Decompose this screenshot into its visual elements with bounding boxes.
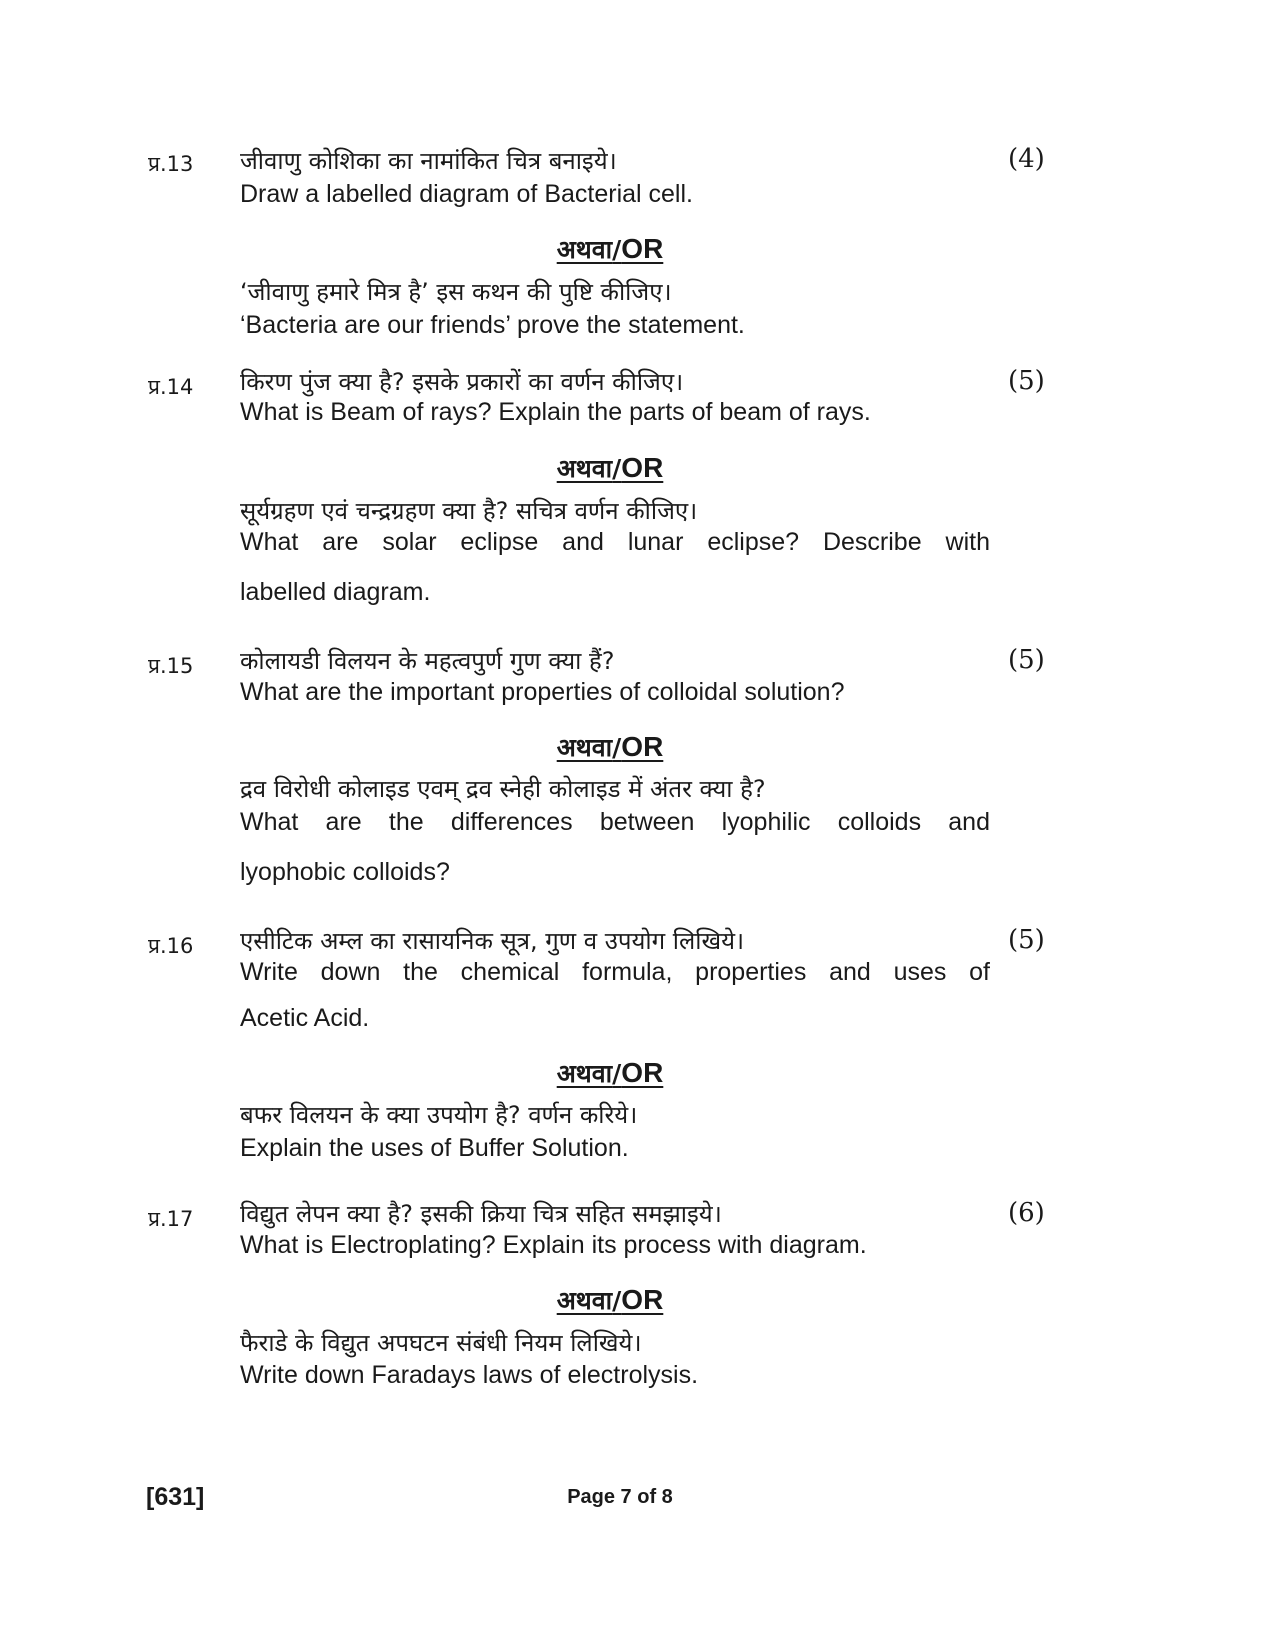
or-separator: [0, 730, 1220, 764]
alternative-english-continued: labelled diagram.: [240, 578, 431, 606]
or-label-english: OR: [621, 1057, 664, 1088]
or-label-hindi: अथवा: [556, 1059, 613, 1088]
question-number: प्र.17: [148, 1207, 194, 1231]
or-separator: [0, 1283, 1220, 1317]
or-label-english: OR: [621, 233, 664, 264]
alternative-hindi: बफर विलयन के क्या उपयोग है? वर्णन करिये।: [240, 1101, 638, 1129]
or-label-hindi: अथवा: [556, 1286, 613, 1315]
or-label-hindi: अथवा: [556, 235, 613, 264]
question-english: What is Beam of rays? Explain the parts of beam of rays.: [240, 398, 871, 426]
alternative-hindi: ‘जीवाणु हमारे मित्र है’ इस कथन की पुष्टि कीजिए।: [240, 278, 672, 306]
question-marks: (5): [1008, 366, 1045, 396]
question-english: Draw a labelled diagram of Bacterial cell.: [240, 180, 693, 208]
or-separator: [0, 451, 1220, 485]
question-number: प्र.14: [148, 375, 194, 399]
alternative-hindi: फैराडे के विद्युत अपघटन संबंधी नियम लिखिये।: [240, 1329, 642, 1357]
or-label-english: OR: [621, 1284, 664, 1315]
or-label-english: OR: [621, 452, 664, 483]
question-english: Write down the chemical formula, properties and uses of: [240, 958, 990, 986]
question-hindi: कोलायडी विलयन के महत्वपुर्ण गुण क्या हैं?: [240, 647, 615, 675]
question-english: What is Electroplating? Explain its process with diagram.: [240, 1231, 867, 1259]
question-marks: (4): [1008, 144, 1045, 174]
paper-code: [631]: [146, 1483, 205, 1511]
or-separator: [0, 232, 1220, 266]
or-separator: [0, 1056, 1220, 1090]
question-marks: (6): [1008, 1198, 1045, 1228]
question-hindi: जीवाणु कोशिका का नामांकित चित्र बनाइये।: [240, 147, 617, 175]
question-hindi: किरण पुंज क्या है? इसके प्रकारों का वर्णन कीजिए।: [240, 368, 684, 396]
question-number: प्र.13: [148, 152, 194, 176]
alternative-english: What are solar eclipse and lunar eclipse? Describe with: [240, 528, 990, 556]
or-label-hindi: अथवा: [556, 733, 613, 762]
question-english: What are the important properties of colloidal solution?: [240, 678, 845, 706]
alternative-english: What are the differences between lyophilic colloids and: [240, 808, 990, 836]
or-label-english: OR: [621, 731, 664, 762]
alternative-english: Write down Faradays laws of electrolysis.: [240, 1361, 699, 1389]
or-label-sep: /: [612, 1286, 622, 1315]
alternative-hindi: द्रव विरोधी कोलाइड एवम् द्रव स्नेही कोलाइड में अंतर क्या है?: [240, 775, 766, 803]
alternative-english: ‘Bacteria are our friends’ prove the statement.: [240, 311, 745, 339]
question-english-continued: Acetic Acid.: [240, 1004, 370, 1032]
question-marks: (5): [1008, 925, 1045, 955]
page-number: Page 7 of 8: [567, 1486, 673, 1508]
alternative-english: Explain the uses of Buffer Solution.: [240, 1134, 629, 1162]
or-label-sep: /: [612, 235, 622, 264]
question-marks: (5): [1008, 645, 1045, 675]
alternative-english-continued: lyophobic colloids?: [240, 858, 450, 886]
alternative-hindi: सूर्यग्रहण एवं चन्द्रग्रहण क्या है? सचित्र वर्णन कीजिए।: [240, 497, 698, 525]
question-hindi: एसीटिक अम्ल का रासायनिक सूत्र, गुण व उपयोग लिखिये।: [240, 927, 745, 955]
question-number: प्र.16: [148, 934, 194, 958]
question-hindi: विद्युत लेपन क्या है? इसकी क्रिया चित्र सहित समझाइये।: [240, 1200, 722, 1228]
or-label-sep: /: [612, 733, 622, 762]
question-number: प्र.15: [148, 654, 194, 678]
or-label-sep: /: [612, 454, 622, 483]
or-label-sep: /: [612, 1059, 622, 1088]
or-label-hindi: अथवा: [556, 454, 613, 483]
